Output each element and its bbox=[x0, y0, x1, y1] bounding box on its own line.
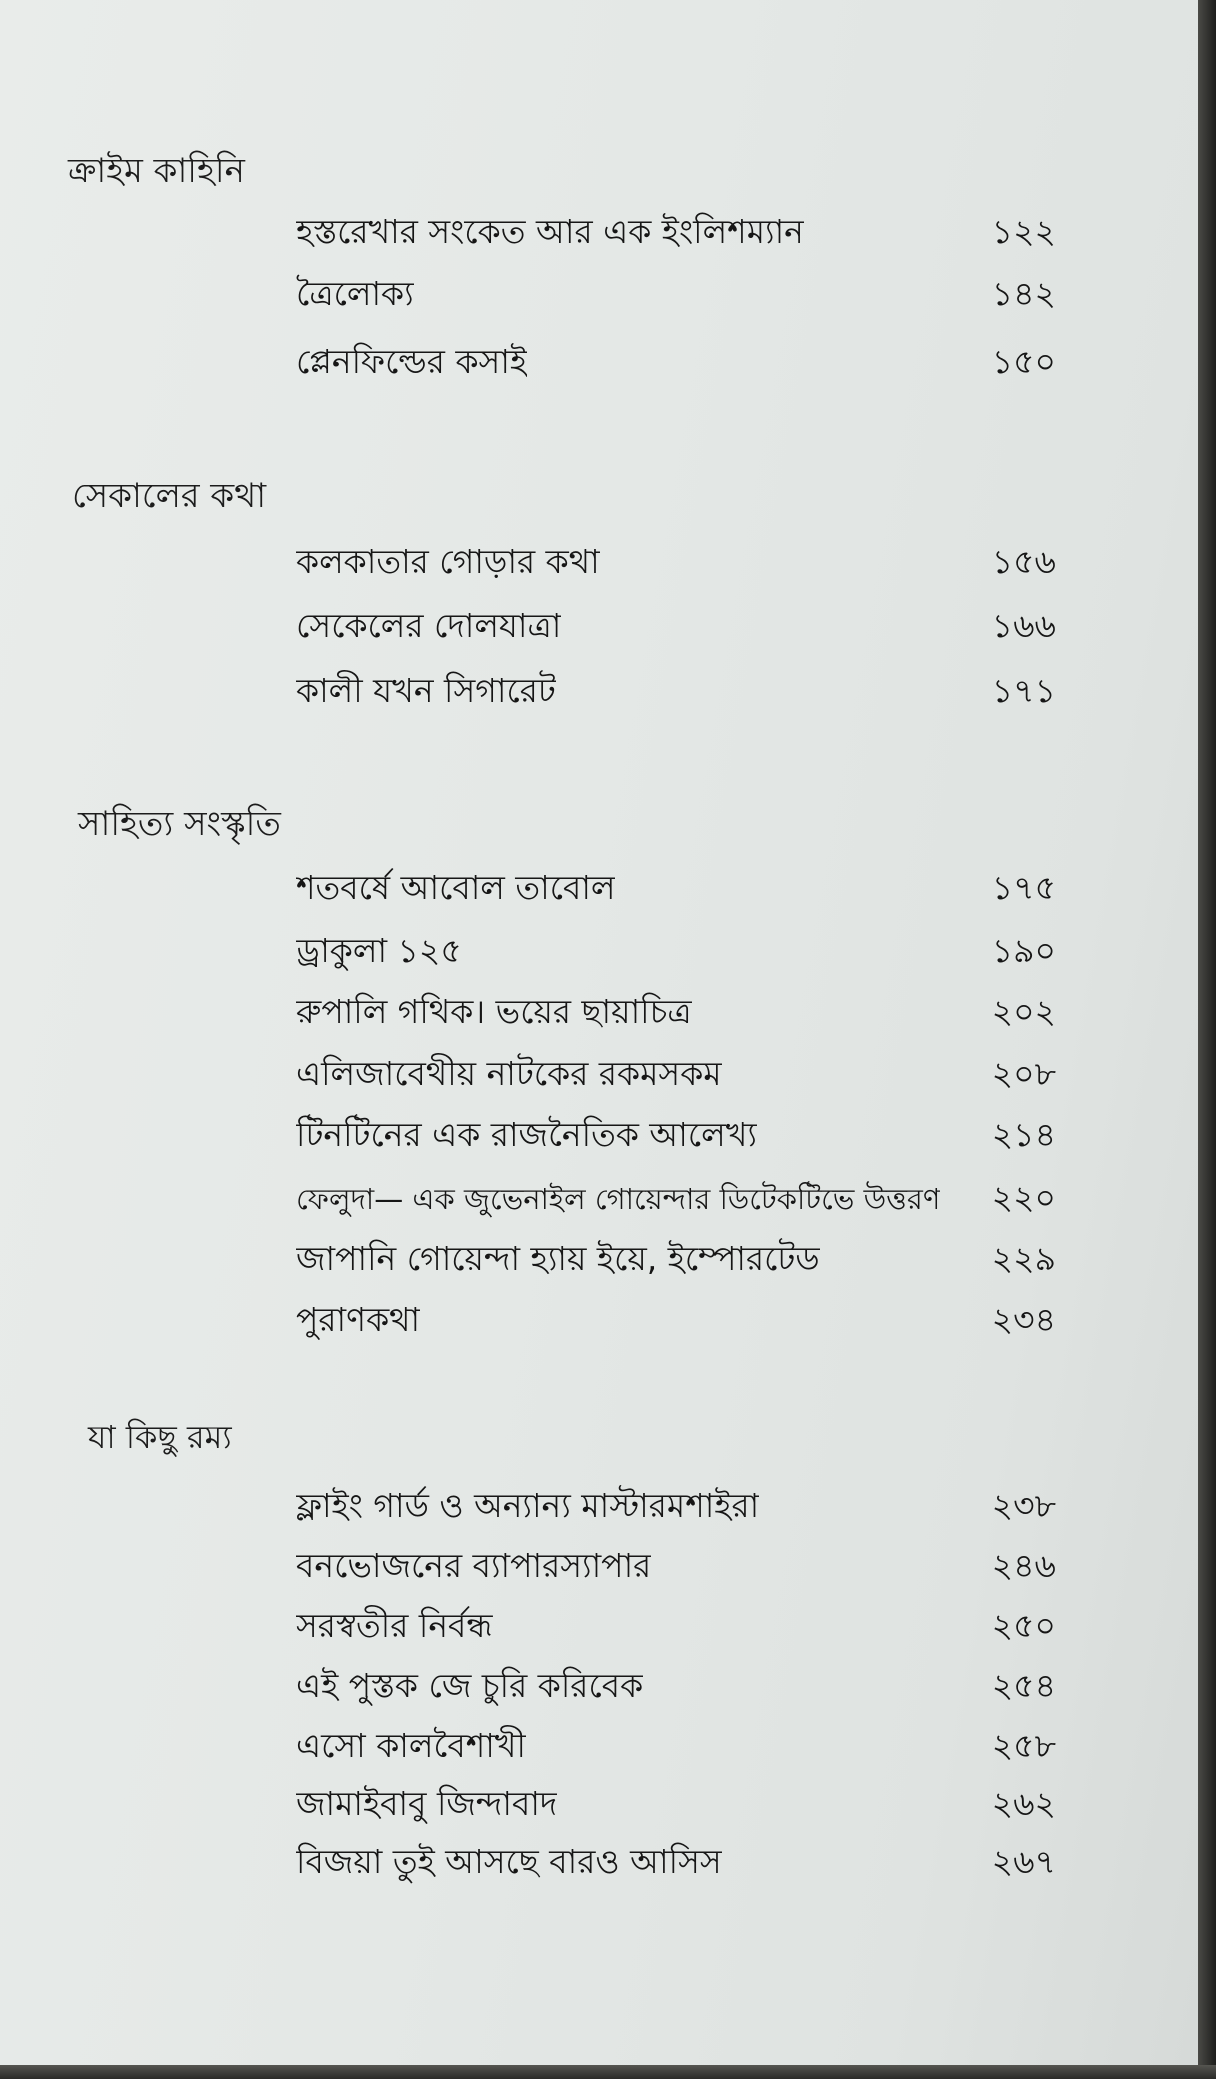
section-heading-literature-culture: সাহিত্য সংস্কৃতি bbox=[78, 804, 281, 844]
entry-page-number: ১২২ bbox=[991, 212, 1056, 251]
entry-title: বনভোজনের ব্যাপারস্যাপার bbox=[296, 1546, 652, 1585]
entry-title: রুপালি গথিক। ভয়ের ছায়াচিত্র bbox=[296, 992, 692, 1031]
section-heading-olden-days: সেকালের কথা bbox=[72, 476, 267, 516]
entry-page-number: ২১৪ bbox=[991, 1115, 1056, 1154]
entry-page-number: ২২৯ bbox=[991, 1239, 1056, 1278]
toc-entry bbox=[296, 1836, 1056, 1884]
entry-title: জামাইবাবু জিন্দাবাদ bbox=[296, 1784, 558, 1823]
toc-entry bbox=[296, 1048, 1056, 1096]
entry-title: প্লেনফিল্ডের কসাই bbox=[296, 342, 528, 381]
toc-entry bbox=[296, 862, 1056, 910]
entry-title: সেকেলের দোলযাত্রা bbox=[296, 606, 562, 645]
entry-page-number: ১৪২ bbox=[991, 274, 1056, 313]
toc-entry bbox=[296, 665, 1056, 713]
toc-entry bbox=[296, 600, 1056, 648]
entry-title: এলিজাবেথীয় নাটকের রকমসকম bbox=[296, 1054, 722, 1093]
entry-page-number: ২৩৪ bbox=[991, 1300, 1056, 1339]
toc-entry bbox=[296, 925, 1056, 973]
entry-page-number: ১৫৬ bbox=[991, 542, 1056, 581]
entry-title: জাপানি গোয়েন্দা হ্যায় ইয়ে, ইম্পোরটেড bbox=[296, 1239, 820, 1278]
entry-title: পুরাণকথা bbox=[296, 1300, 421, 1339]
toc-entry bbox=[296, 986, 1056, 1034]
toc-entry bbox=[296, 1233, 1056, 1281]
entry-page-number: ২৪৬ bbox=[991, 1546, 1056, 1585]
toc-entry bbox=[296, 1778, 1056, 1826]
section-heading-humour: যা কিছু রম্য bbox=[88, 1418, 232, 1456]
entry-title: ফেলুদা— এক জুভেনাইল গোয়েন্দার ডিটেকটিভে উত্তরণ bbox=[296, 1182, 941, 1216]
entry-title: বিজয়া তুই আসছে বারও আসিস bbox=[296, 1842, 722, 1881]
toc-entry bbox=[296, 336, 1056, 384]
toc-entry bbox=[296, 1720, 1056, 1768]
entry-title: কলকাতার গোড়ার কথা bbox=[296, 542, 600, 581]
entry-page-number: ২৫৮ bbox=[991, 1726, 1056, 1765]
entry-page-number: ১৯০ bbox=[991, 931, 1056, 970]
entry-page-number: ২৩৮ bbox=[991, 1486, 1056, 1525]
entry-page-number: ১৫০ bbox=[991, 342, 1056, 381]
book-bottom-edge bbox=[0, 2065, 1216, 2079]
entry-title: শতবর্ষে আবোল তাবোল bbox=[296, 868, 616, 907]
toc-entry bbox=[296, 1540, 1056, 1588]
toc-entry bbox=[296, 1600, 1056, 1648]
toc-entry bbox=[296, 1660, 1056, 1708]
entry-title: ফ্লাইং গার্ড ও অন্যান্য মাস্টারমশাইরা bbox=[296, 1486, 760, 1525]
entry-page-number: ২৫৪ bbox=[991, 1666, 1056, 1705]
entry-page-number: ২৫০ bbox=[991, 1606, 1056, 1645]
entry-page-number: ১৭৫ bbox=[991, 868, 1056, 907]
entry-title: ত্রৈলোক্য bbox=[296, 274, 414, 313]
section-heading-crime: ক্রাইম কাহিনি bbox=[68, 151, 245, 191]
toc-entry bbox=[296, 1172, 1056, 1220]
entry-page-number: ১৭১ bbox=[991, 671, 1056, 710]
entry-title: ড্রাকুলা ১২৫ bbox=[296, 931, 462, 970]
entry-title: সরস্বতীর নির্বন্ধ bbox=[296, 1606, 493, 1645]
entry-title: এসো কালবৈশাখী bbox=[296, 1726, 526, 1765]
entry-page-number: ২০২ bbox=[991, 992, 1056, 1031]
entry-title: কালী যখন সিগারেট bbox=[296, 671, 556, 710]
toc-entry bbox=[296, 1480, 1056, 1528]
toc-entry bbox=[296, 206, 1056, 254]
entry-title: টিনটিনের এক রাজনৈতিক আলেখ্য bbox=[296, 1115, 757, 1154]
entry-title: হস্তরেখার সংকেত আর এক ইংলিশম্যান bbox=[296, 212, 804, 251]
book-page-edge bbox=[1198, 0, 1216, 2079]
toc-entry bbox=[296, 1294, 1056, 1342]
entry-page-number: ২২০ bbox=[991, 1178, 1056, 1217]
toc-entry bbox=[296, 268, 1056, 316]
entry-page-number: ১৬৬ bbox=[991, 606, 1056, 645]
toc-entry bbox=[296, 1109, 1056, 1157]
entry-title: এই পুস্তক জে চুরি করিবেক bbox=[296, 1666, 644, 1705]
entry-page-number: ২০৮ bbox=[991, 1054, 1056, 1093]
toc-entry bbox=[296, 536, 1056, 584]
entry-page-number: ২৬২ bbox=[991, 1784, 1056, 1823]
entry-page-number: ২৬৭ bbox=[991, 1842, 1056, 1881]
